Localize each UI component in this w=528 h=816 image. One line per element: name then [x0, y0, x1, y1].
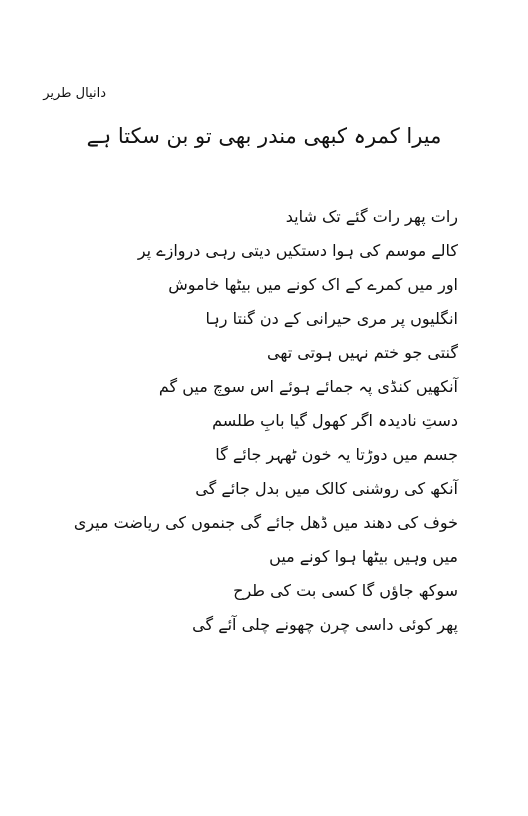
- poem-title: میرا کمرہ کبھی مندر بھی تو بن سکتا ہے: [86, 124, 442, 148]
- poem-line: آنکھ کی روشنی کالک میں بدل جائے گی: [195, 479, 458, 498]
- poem-line: جسم میں دوڑتا یہ خون ٹھہر جائے گا: [215, 445, 458, 464]
- poem-line: اور میں کمرے کے اک کونے میں بیٹھا خاموش: [168, 275, 458, 294]
- poem-line: کالے موسم کی ہوا دستکیں دیتی رہی دروازے پر: [137, 241, 458, 260]
- poem-line: میں وہیں بیٹھا ہوا کونے میں: [269, 547, 458, 566]
- poem-line: پھر کوئی داسی چرن چھونے چلی آئے گی: [192, 615, 458, 634]
- poem-body: [58, 200, 458, 642]
- poem-line: آنکھیں کنڈی پہ جمائے ہوئے اس سوچ میں گم: [158, 377, 458, 396]
- poem-line: دستِ نادیدہ اگر کھول گیا بابِ طلسم: [212, 411, 458, 430]
- author-name: دانیال طریر: [43, 86, 106, 101]
- poem-line: گنتی جو ختم نہیں ہوتی تھی: [267, 343, 458, 362]
- poem-line: خوف کی دھند میں ڈھل جائے گی جنموں کی ریاضت میری: [73, 513, 458, 532]
- poem-line: رات پھر رات گئے تک شاید: [285, 207, 458, 226]
- poem-line: سوکھ جاؤں گا کسی بت کی طرح: [233, 581, 458, 600]
- poem-line: انگلیوں پر مری حیرانی کے دن گنتا رہا: [205, 309, 458, 328]
